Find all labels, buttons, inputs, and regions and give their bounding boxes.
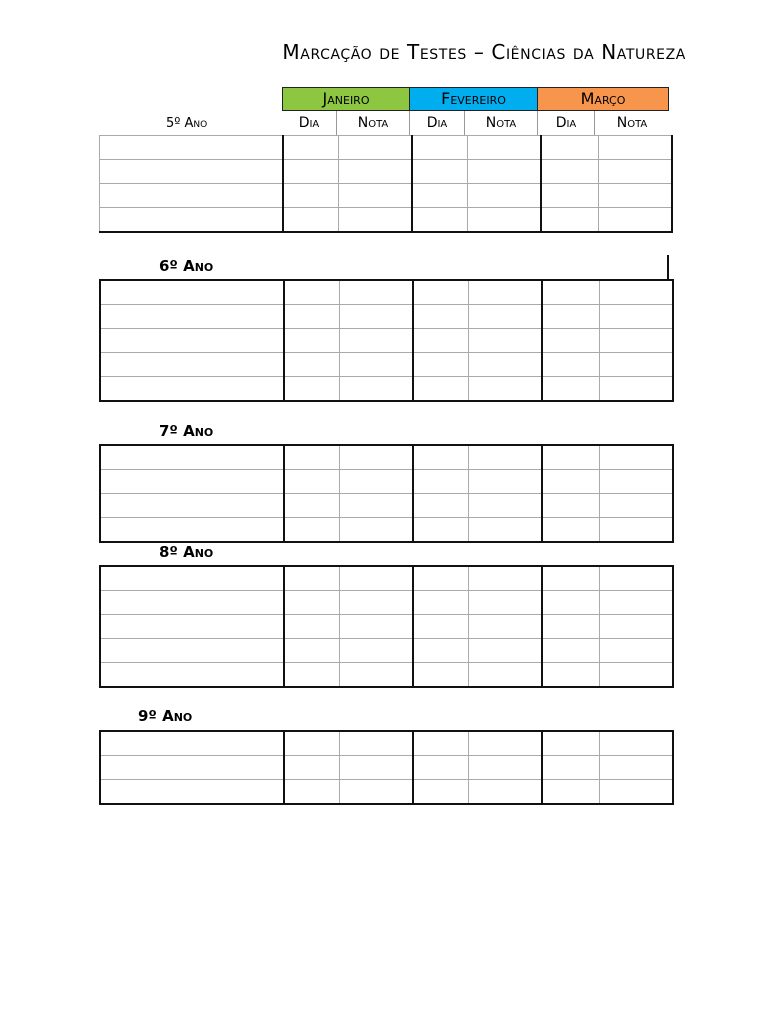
dia-cell[interactable] — [284, 615, 340, 639]
dia-cell[interactable] — [542, 731, 600, 756]
dia-cell[interactable] — [412, 208, 468, 233]
dia-cell[interactable] — [413, 445, 469, 470]
grade-table-8 — [99, 565, 674, 688]
dia-cell[interactable] — [542, 566, 600, 591]
nota-cell[interactable] — [600, 780, 674, 805]
sub-header-dia: Dia — [410, 111, 465, 135]
dia-cell[interactable] — [541, 184, 599, 208]
dia-cell[interactable] — [542, 280, 600, 305]
nota-cell[interactable] — [600, 377, 674, 402]
dia-cell[interactable] — [284, 731, 340, 756]
dia-cell[interactable] — [413, 329, 469, 353]
nota-cell[interactable] — [340, 639, 414, 663]
dia-cell[interactable] — [541, 136, 599, 160]
nota-cell[interactable] — [339, 160, 413, 184]
nota-cell[interactable] — [340, 566, 414, 591]
table-border-line — [667, 255, 669, 279]
table-row — [100, 663, 673, 688]
grade-table-9 — [99, 730, 674, 805]
nota-cell[interactable] — [600, 756, 674, 780]
nota-cell[interactable] — [469, 566, 543, 591]
section-label-9: 9º Ano — [138, 707, 193, 725]
nota-cell[interactable] — [469, 518, 543, 543]
dia-cell[interactable] — [284, 445, 340, 470]
dia-cell[interactable] — [542, 518, 600, 543]
section-label-5: 5º Ano — [166, 116, 208, 131]
nota-cell[interactable] — [600, 445, 674, 470]
grade-table-7 — [99, 444, 674, 543]
dia-cell[interactable] — [413, 780, 469, 805]
table-row — [100, 470, 673, 494]
table-row — [100, 780, 673, 805]
nota-cell[interactable] — [600, 305, 674, 329]
dia-cell[interactable] — [542, 445, 600, 470]
sub-header-nota: Nota — [337, 111, 410, 135]
dia-cell[interactable] — [412, 184, 468, 208]
nota-cell[interactable] — [340, 305, 414, 329]
student-name-cell[interactable] — [100, 731, 284, 756]
nota-cell[interactable] — [340, 518, 414, 543]
dia-cell[interactable] — [284, 780, 340, 805]
nota-cell[interactable] — [469, 756, 543, 780]
table-row — [100, 353, 673, 377]
dia-cell[interactable] — [413, 663, 469, 688]
dia-cell[interactable] — [541, 208, 599, 233]
nota-cell[interactable] — [600, 731, 674, 756]
student-name-cell[interactable] — [100, 184, 284, 208]
dia-cell[interactable] — [413, 494, 469, 518]
dia-cell[interactable] — [284, 305, 340, 329]
nota-cell[interactable] — [469, 353, 543, 377]
nota-cell[interactable] — [600, 329, 674, 353]
student-name-cell[interactable] — [100, 445, 284, 470]
dia-cell[interactable] — [542, 353, 600, 377]
nota-cell[interactable] — [600, 470, 674, 494]
nota-cell[interactable] — [340, 329, 414, 353]
nota-cell[interactable] — [340, 494, 414, 518]
table-row — [100, 160, 673, 184]
table-row — [100, 518, 673, 543]
student-name-cell[interactable] — [100, 518, 284, 543]
nota-cell[interactable] — [600, 663, 674, 688]
student-name-cell[interactable] — [100, 591, 284, 615]
dia-cell[interactable] — [542, 591, 600, 615]
nota-cell[interactable] — [600, 591, 674, 615]
dia-cell[interactable] — [283, 208, 339, 233]
nota-cell[interactable] — [340, 663, 414, 688]
dia-cell[interactable] — [413, 615, 469, 639]
nota-cell[interactable] — [340, 615, 414, 639]
nota-cell[interactable] — [600, 615, 674, 639]
dia-cell[interactable] — [284, 591, 340, 615]
dia-cell[interactable] — [413, 756, 469, 780]
dia-cell[interactable] — [284, 280, 340, 305]
section-label-7: 7º Ano — [159, 422, 214, 440]
dia-cell[interactable] — [542, 756, 600, 780]
student-name-cell[interactable] — [100, 756, 284, 780]
nota-cell[interactable] — [469, 591, 543, 615]
grade-table-6 — [99, 279, 674, 402]
dia-cell[interactable] — [284, 329, 340, 353]
table-row — [100, 445, 673, 470]
section-label-8: 8º Ano — [159, 543, 214, 561]
nota-cell[interactable] — [469, 445, 543, 470]
dia-cell[interactable] — [413, 377, 469, 402]
dia-cell[interactable] — [542, 329, 600, 353]
nota-cell[interactable] — [469, 615, 543, 639]
student-name-cell[interactable] — [100, 780, 284, 805]
nota-cell[interactable] — [339, 184, 413, 208]
nota-cell[interactable] — [340, 756, 414, 780]
nota-cell[interactable] — [469, 494, 543, 518]
table-row — [100, 639, 673, 663]
dia-cell[interactable] — [284, 377, 340, 402]
student-name-cell[interactable] — [100, 329, 284, 353]
nota-cell[interactable] — [469, 731, 543, 756]
dia-cell[interactable] — [284, 566, 340, 591]
dia-cell[interactable] — [413, 353, 469, 377]
student-name-cell[interactable] — [100, 136, 284, 160]
dia-cell[interactable] — [413, 731, 469, 756]
nota-cell[interactable] — [600, 280, 674, 305]
student-name-cell[interactable] — [100, 280, 284, 305]
dia-cell[interactable] — [413, 639, 469, 663]
student-name-cell[interactable] — [100, 305, 284, 329]
dia-cell[interactable] — [413, 591, 469, 615]
nota-cell[interactable] — [599, 208, 673, 233]
student-name-cell[interactable] — [100, 615, 284, 639]
dia-cell[interactable] — [542, 615, 600, 639]
dia-cell[interactable] — [413, 470, 469, 494]
nota-cell[interactable] — [340, 470, 414, 494]
table-row — [100, 329, 673, 353]
dia-cell[interactable] — [542, 494, 600, 518]
nota-cell[interactable] — [600, 639, 674, 663]
table-row — [100, 208, 673, 233]
month-header-row — [282, 87, 669, 111]
nota-cell[interactable] — [468, 136, 542, 160]
nota-cell[interactable] — [600, 566, 674, 591]
student-name-cell[interactable] — [100, 208, 284, 233]
grade-table-5 — [99, 135, 673, 233]
dia-cell[interactable] — [412, 160, 468, 184]
table-row — [100, 136, 673, 160]
nota-cell[interactable] — [339, 208, 413, 233]
dia-cell[interactable] — [542, 305, 600, 329]
student-name-cell[interactable] — [100, 470, 284, 494]
dia-cell[interactable] — [413, 518, 469, 543]
table-row — [100, 494, 673, 518]
student-name-cell[interactable] — [100, 494, 284, 518]
student-name-cell[interactable] — [100, 353, 284, 377]
nota-cell[interactable] — [600, 353, 674, 377]
table-row — [100, 305, 673, 329]
nota-cell[interactable] — [340, 353, 414, 377]
nota-cell[interactable] — [340, 445, 414, 470]
table-row — [100, 377, 673, 402]
month-marco: Março — [538, 87, 669, 111]
dia-cell[interactable] — [541, 160, 599, 184]
nota-cell[interactable] — [469, 280, 543, 305]
nota-cell[interactable] — [469, 470, 543, 494]
dia-cell[interactable] — [542, 639, 600, 663]
table-row — [100, 566, 673, 591]
nota-cell[interactable] — [599, 160, 673, 184]
student-name-cell[interactable] — [100, 377, 284, 402]
nota-cell[interactable] — [468, 160, 542, 184]
dia-cell[interactable] — [284, 663, 340, 688]
month-fevereiro: Fevereiro — [410, 87, 538, 111]
dia-cell[interactable] — [284, 639, 340, 663]
nota-cell[interactable] — [599, 184, 673, 208]
page-title: Marcação de Testes – Ciências da Natureza — [282, 40, 686, 64]
student-name-cell[interactable] — [100, 160, 284, 184]
dia-cell[interactable] — [284, 518, 340, 543]
sub-header-dia: Dia — [282, 111, 337, 135]
sub-header-row — [282, 111, 669, 135]
table-row — [100, 731, 673, 756]
dia-cell[interactable] — [542, 377, 600, 402]
nota-cell[interactable] — [600, 518, 674, 543]
month-janeiro: Janeiro — [282, 87, 410, 111]
nota-cell[interactable] — [339, 136, 413, 160]
dia-cell[interactable] — [283, 160, 339, 184]
dia-cell[interactable] — [284, 494, 340, 518]
dia-cell[interactable] — [413, 566, 469, 591]
table-row — [100, 591, 673, 615]
student-name-cell[interactable] — [100, 663, 284, 688]
dia-cell[interactable] — [413, 305, 469, 329]
dia-cell[interactable] — [284, 353, 340, 377]
table-row — [100, 756, 673, 780]
dia-cell[interactable] — [412, 136, 468, 160]
dia-cell[interactable] — [284, 470, 340, 494]
dia-cell[interactable] — [413, 280, 469, 305]
sub-header-nota: Nota — [465, 111, 538, 135]
dia-cell[interactable] — [283, 136, 339, 160]
dia-cell[interactable] — [542, 780, 600, 805]
nota-cell[interactable] — [469, 780, 543, 805]
sub-header-nota: Nota — [616, 115, 648, 131]
dia-cell[interactable] — [283, 184, 339, 208]
nota-cell[interactable] — [468, 184, 542, 208]
nota-cell[interactable] — [600, 494, 674, 518]
table-row — [100, 184, 673, 208]
section-label-6: 6º Ano — [159, 257, 214, 275]
sub-header-dia: Dia — [538, 111, 595, 135]
nota-cell[interactable] — [469, 305, 543, 329]
nota-cell[interactable] — [469, 377, 543, 402]
nota-cell[interactable] — [340, 280, 414, 305]
nota-cell[interactable] — [469, 639, 543, 663]
nota-cell[interactable] — [469, 329, 543, 353]
nota-cell[interactable] — [599, 136, 673, 160]
nota-cell[interactable] — [468, 208, 542, 233]
dia-cell[interactable] — [542, 663, 600, 688]
dia-cell[interactable] — [284, 756, 340, 780]
dia-cell[interactable] — [542, 470, 600, 494]
nota-cell[interactable] — [340, 591, 414, 615]
nota-cell[interactable] — [469, 663, 543, 688]
nota-cell[interactable] — [340, 780, 414, 805]
nota-cell[interactable] — [340, 377, 414, 402]
table-row — [100, 615, 673, 639]
nota-cell[interactable] — [340, 731, 414, 756]
student-name-cell[interactable] — [100, 639, 284, 663]
student-name-cell[interactable] — [100, 566, 284, 591]
table-row — [100, 280, 673, 305]
